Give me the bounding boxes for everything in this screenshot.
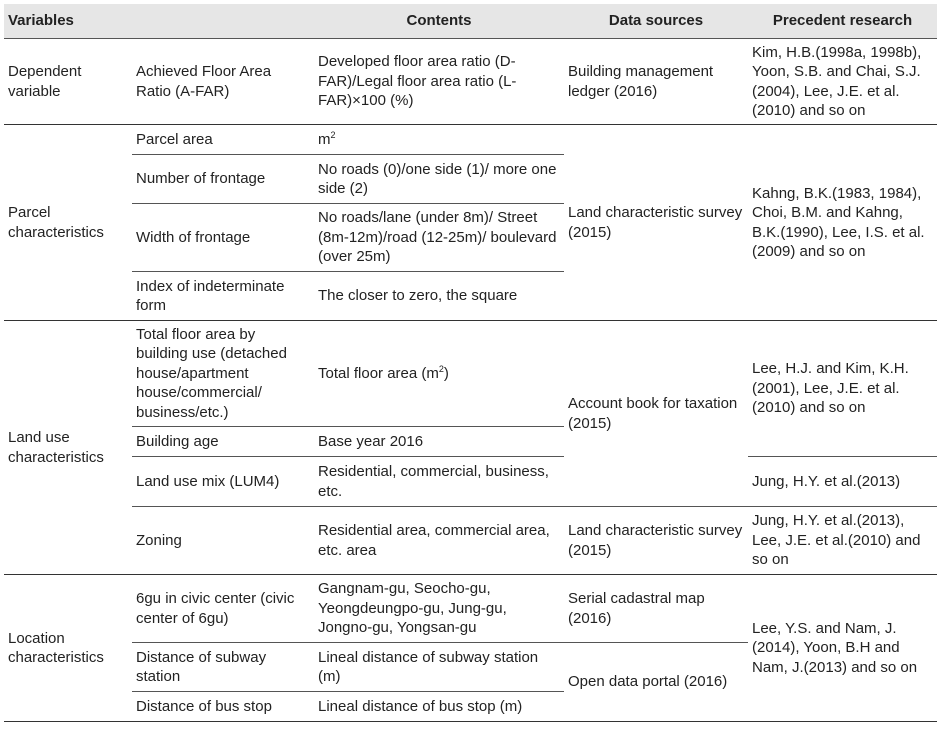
header-variables: Variables — [4, 4, 132, 39]
table-row — [4, 507, 937, 575]
header-variables-blank — [132, 4, 314, 39]
content-text-end: ) — [443, 364, 449, 382]
variable-content: Gangnam-gu, Seocho-gu, Yeongdeungpo-gu, Jung-gu, Jongno-gu, Yongsan-gu — [314, 575, 564, 643]
precedent-research: Kahng, B.K.(1983, 1984), Choi, B.M. and Kahng, B.K.(1990), Lee, I.S. et al.(2009) and so on — [748, 125, 937, 321]
content-text: m — [318, 130, 331, 148]
variable-name: Distance of bus stop — [132, 692, 314, 722]
variable-name: Building age — [132, 427, 314, 457]
variable-content: Base year 2016 — [314, 427, 564, 457]
group-location: Location characteristics — [4, 575, 132, 722]
table-row — [4, 457, 937, 507]
precedent-research: Lee, H.J. and Kim, K.H.(2001), Lee, J.E. et al.(2010) and so on — [748, 321, 937, 457]
data-source: Building management ledger (2016) — [564, 39, 748, 125]
group-dependent: Dependent variable — [4, 39, 132, 125]
precedent-research: Lee, Y.S. and Nam, J.(2014), Yoon, B.H and Nam, J.(2013) and so on — [748, 575, 937, 722]
table-row — [4, 575, 937, 643]
content-text: Total floor area (m — [318, 364, 439, 382]
data-source: Land characteristic survey (2015) — [564, 125, 748, 321]
variable-name: Index of indeterminate form — [132, 272, 314, 321]
superscript: 2 — [330, 129, 336, 140]
header-contents: Contents — [314, 4, 564, 39]
group-landuse: Land use characteristics — [4, 321, 132, 575]
variable-name: 6gu in civic center (civic center of 6gu) — [132, 575, 314, 643]
variable-name: Zoning — [132, 507, 314, 575]
variable-content: Residential, commercial, business, etc. — [314, 457, 564, 507]
table-row — [4, 39, 937, 125]
variable-content: Developed floor area ratio (D-FAR)/Legal floor area ratio (L-FAR)×100 (%) — [314, 39, 564, 125]
data-source: Land characteristic survey (2015) — [564, 507, 748, 575]
variable-content: The closer to zero, the square — [314, 272, 564, 321]
precedent-research: Jung, H.Y. et al.(2013), Lee, J.E. et al.(2010) and so on — [748, 507, 937, 575]
header-sources: Data sources — [564, 4, 748, 39]
variable-content: No roads (0)/one side (1)/ more one side (2) — [314, 155, 564, 204]
variable-content: No roads/lane (under 8m)/ Street (8m-12m)/road (12-25m)/ boulevard (over 25m) — [314, 204, 564, 272]
variables-table — [4, 4, 937, 722]
variable-content — [314, 321, 564, 427]
data-source: Serial cadastral map (2016) — [564, 575, 748, 643]
variable-name: Achieved Floor Area Ratio (A-FAR) — [132, 39, 314, 125]
variable-content: Lineal distance of subway station (m) — [314, 643, 564, 692]
data-source: Account book for taxation (2015) — [564, 321, 748, 507]
variable-content: Residential area, commercial area, etc. area — [314, 507, 564, 575]
group-parcel: Parcel characteristics — [4, 125, 132, 321]
header-research: Precedent research — [748, 4, 937, 39]
table-row — [4, 321, 937, 427]
table-row — [4, 125, 937, 155]
variable-content: Lineal distance of bus stop (m) — [314, 692, 564, 722]
variable-name: Total floor area by building use (detached house/apartment house/commercial/ business/etc.) — [132, 321, 314, 427]
variable-content — [314, 125, 564, 155]
data-source: Open data portal (2016) — [564, 643, 748, 722]
header-row — [4, 4, 937, 39]
variable-name: Parcel area — [132, 125, 314, 155]
superscript: 2 — [438, 363, 444, 374]
precedent-research: Kim, H.B.(1998a, 1998b), Yoon, S.B. and Chai, S.J.(2004), Lee, J.E. et al.(2010) and so on — [748, 39, 937, 125]
variable-name: Distance of subway station — [132, 643, 314, 692]
variable-name: Number of frontage — [132, 155, 314, 204]
precedent-research: Jung, H.Y. et al.(2013) — [748, 457, 937, 507]
variable-name: Width of frontage — [132, 204, 314, 272]
variable-name: Land use mix (LUM4) — [132, 457, 314, 507]
